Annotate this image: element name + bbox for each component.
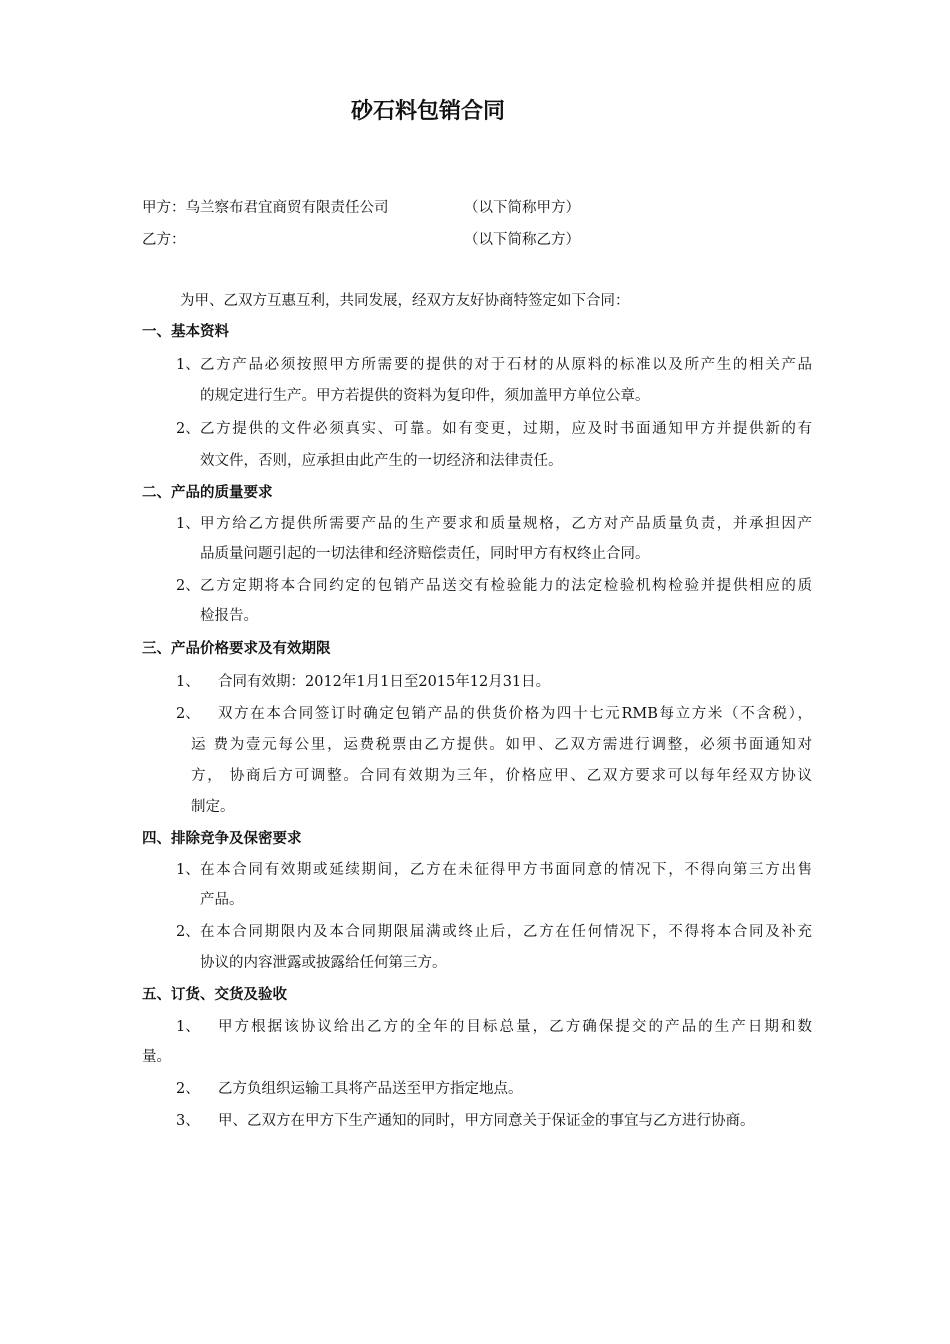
party-b-line: 乙方： [142,232,186,248]
party-b-note: （以下简称乙方） [464,232,580,248]
paragraph-line: 量。 [142,1049,171,1065]
section-heading-3: 三、产品价格要求及有效期限 [142,641,331,657]
item-number: 2、 [176,924,200,940]
paragraph-line: 运 费为壹元每公里，运费税票由乙方提供。如甲、乙双方需进行调整，必须书面通知对 [191,737,812,753]
item-number: 2、 [176,706,200,722]
item-number: 3、 [176,1113,200,1129]
paragraph-line: 协议的内容泄露或披露给任何第三方。 [200,955,447,971]
paragraph-line: 在本合同期限内及本合同期限届满或终止后，乙方在任何情况下，不得将本合同及补充 [200,924,812,940]
paragraph-line: 合同有效期：2012年1月1日至2015年12月31日。 [218,674,551,690]
item-number: 1、 [176,1019,200,1035]
item-number: 1、 [176,674,200,690]
paragraph-line: 效文件，否则，应承担由此产生的一切经济和法律责任。 [200,453,563,469]
section-heading-5: 五、订货、交货及验收 [142,987,287,1003]
paragraph-line: 检报告。 [200,608,258,624]
paragraph-line: 方， 协商后方可调整。合同有效期为三年，价格应甲、乙双方要求可以每年经双方协议 [191,768,812,784]
paragraph-line: 乙方提供的文件必须真实、可靠。如有变更，过期，应及时书面通知甲方并提供新的有 [200,421,812,437]
item-number: 1、 [176,862,200,878]
paragraph-line: 乙方负组织运输工具将产品送至甲方指定地点。 [218,1081,523,1097]
item-number: 2、 [176,1081,200,1097]
intro-paragraph: 为甲、乙双方互惠互利，共同发展，经双方友好协商特签定如下合同： [180,293,630,309]
paragraph-line: 乙方定期将本合同约定的包销产品送交有检验能力的法定检验机构检验并提供相应的质 [200,578,812,594]
section-heading-1: 一、基本资料 [142,324,229,340]
paragraph-line: 甲方给乙方提供所需要产品的生产要求和质量规格，乙方对产品质量负责，并承担因产 [200,516,812,532]
section-heading-4: 四、排除竞争及保密要求 [142,831,302,847]
party-a-note: （以下简称甲方） [464,200,580,216]
paragraph-line: 双方在本合同签订时确定包销产品的供货价格为四十七元RMB每立方米（不含税）， [218,706,812,722]
item-number: 1、 [176,516,200,532]
paragraph-line: 甲方根据该协议给出乙方的全年的目标总量，乙方确保提交的产品的生产日期和数 [218,1019,812,1035]
item-number: 2、 [176,578,200,594]
paragraph-line: 的规定进行生产。甲方若提供的资料为复印件，须加盖甲方单位公章。 [200,388,650,404]
paragraph-line: 在本合同有效期或延续期间，乙方在未征得甲方书面同意的情况下，不得向第三方出售 [200,862,812,878]
item-number: 1、 [176,357,200,373]
section-heading-2: 二、产品的质量要求 [142,485,273,501]
paragraph-line: 乙方产品必须按照甲方所需要的提供的对于石材的从原料的标准以及所产生的相关产品 [200,357,812,373]
paragraph-line: 制定。 [191,799,235,815]
party-a-line: 甲方：乌兰察布君宜商贸有限责任公司 [142,200,389,216]
paragraph-line: 品质量问题引起的一切法律和经济赔偿责任，同时甲方有权终止合同。 [200,546,650,562]
document-title: 砂石料包销合同 [350,99,505,124]
paragraph-line: 甲、乙双方在甲方下生产通知的同时，甲方同意关于保证金的事宜与乙方进行协商。 [218,1113,755,1129]
paragraph-line: 产品。 [200,892,244,908]
item-number: 2、 [176,421,200,437]
